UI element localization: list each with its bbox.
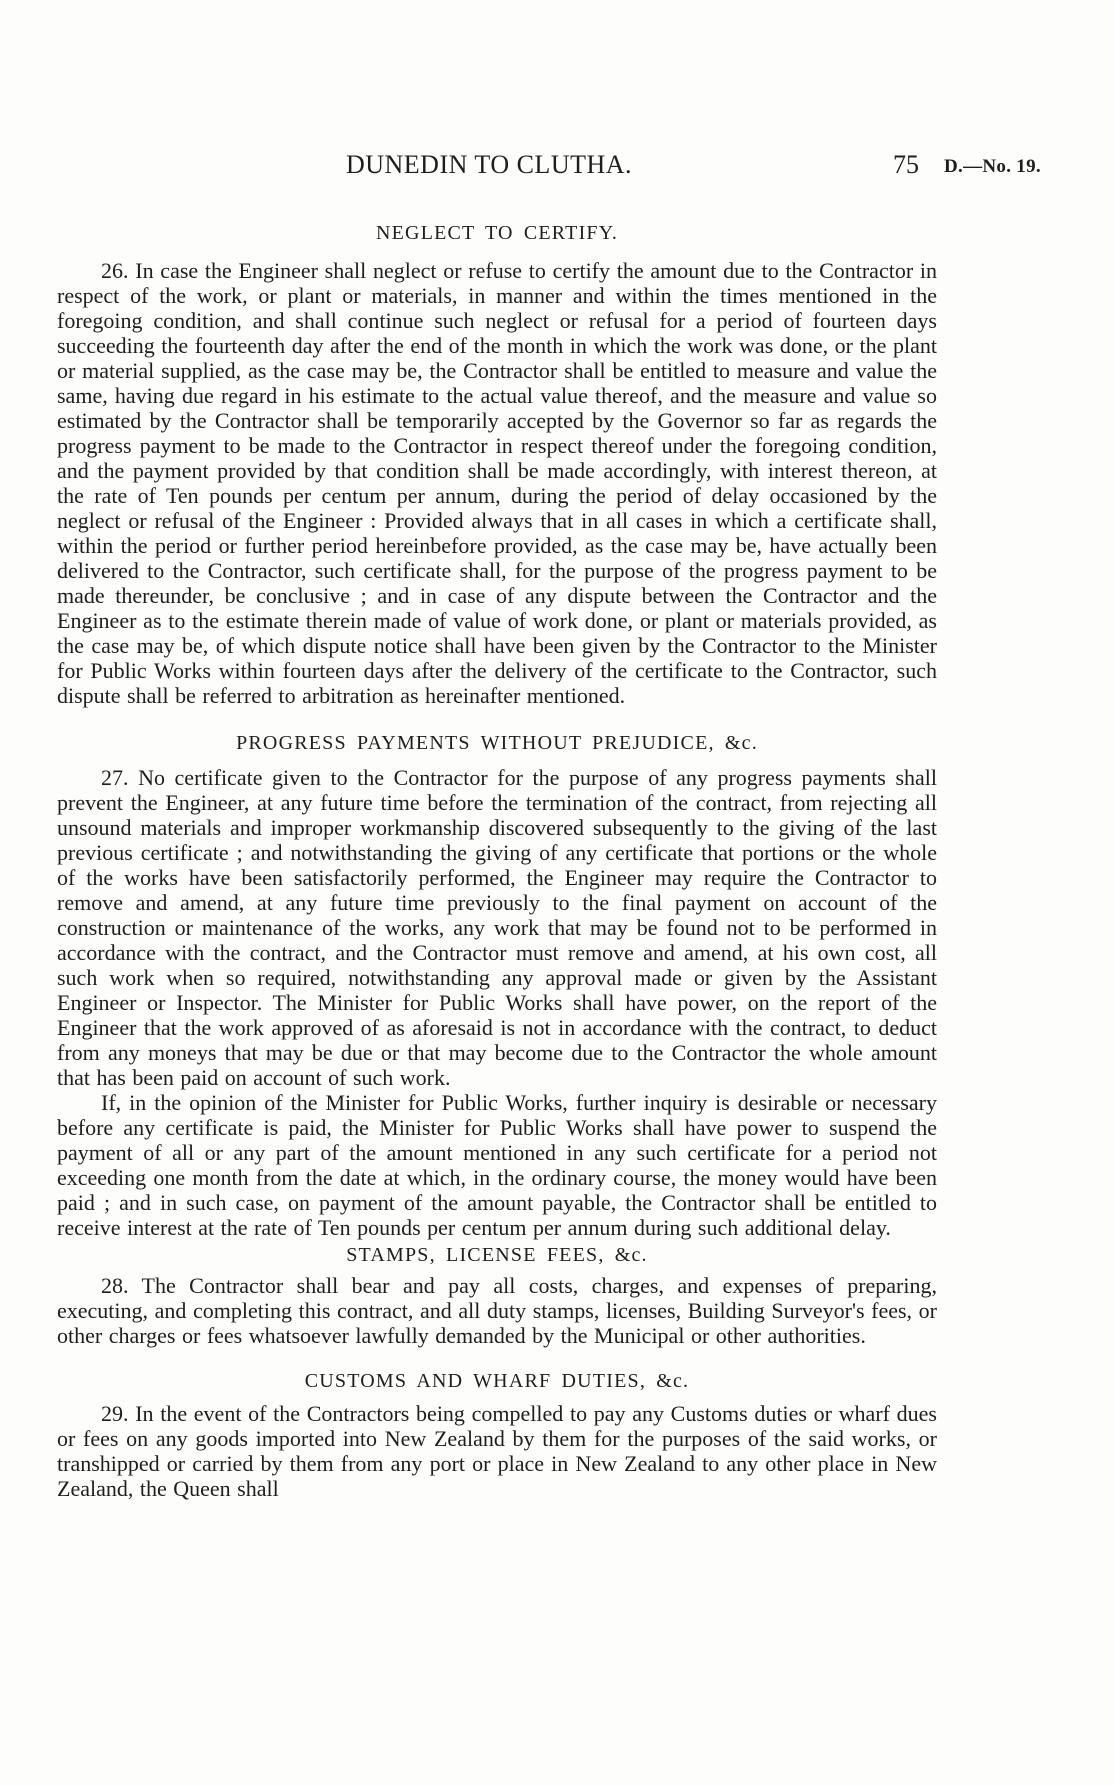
- clause-27-subparagraph: If, in the opinion of the Minister for Public Works, further inquiry is desirable or necessary before any certificate is paid, the Minister for Public Works shall have power to suspend the payment of all or any part of the amount mentioned in any such certificate for a period not exceeding one month from the date at which, in the ordinary course, the money would have been paid ; and in such case, on payment of the amount payable, the Contractor shall be entitled to receive interest at the rate of Ten pounds per centum per annum during such additional delay.: [57, 1090, 937, 1240]
- section-heading-stamps-license-fees: STAMPS, LICENSE FEES, &c.: [346, 1244, 648, 1266]
- section-neglect-to-certify: [57, 222, 937, 708]
- clause-27-paragraph: 27. No certificate given to the Contractor for the purpose of any progress payments shall prevent the Engineer, at any future time before the termination of the contract, from rejecting all unsound materials and improper workmanship discovered subsequently to the giving of the last previous certificate ; and notwithstanding the giving of any certificate that portions or the whole of the works have been satisfactorily performed, the Engineer may require the Contractor to remove and amend, at any future time previously to the final payment on account of the construction or maintenance of the works, any work that may be found not to be performed in accordance with the contract, and the Contractor must remove and amend, at his own cost, all such work when so required, notwithstanding any approval made or given by the Assistant Engineer or Inspector. The Minister for Public Works shall have power, on the report of the Engineer that the work approved of as aforesaid is not in accordance with the contract, to deduct from any moneys that may be due or that may become due to the Contractor the whole amount that has been paid on account of such work.: [57, 765, 937, 1090]
- clause-26-paragraph: 26. In case the Engineer shall neglect or refuse to certify the amount due to the Contractor in respect of the work, or plant or materials, in manner and within the times mentioned in the foregoing condition, and shall continue such neglect or refusal for a period of fourteen days succeeding the fourteenth day after the end of the month in which the work was done, or the plant or material supplied, as the case may be, the Contractor shall be entitled to measure and value the same, having due regard in his estimate to the actual value thereof, and the measure and value so estimated by the Contractor shall be temporarily accepted by the Governor so far as regards the progress payment to be made to the Contractor in respect thereof under the foregoing condition, and the payment provided by that condition shall be made accordingly, with interest thereon, at the rate of Ten pounds per centum per annum, during the period of delay occasioned by the neglect or refusal of the Engineer : Provided always that in all cases in which a certificate shall, within the period or further period hereinbefore provided, as the case may be, have actually been delivered to the Contractor, such certificate shall, for the purpose of the progress payment to be made thereunder, be conclusive ; and in case of any dispute between the Contractor and the Engineer as to the estimate therein made of value of work done, or plant or materials provided, as the case may be, of which dispute notice shall have been given by the Contractor to the Minister for Public Works within fourteen days after the delivery of the certificate to the Contractor, such dispute shall be referred to arbitration as hereinafter mentioned.: [57, 258, 937, 708]
- text-block: [57, 222, 937, 1501]
- running-title: DUNEDIN TO CLUTHA.: [345, 150, 633, 179]
- section-progress-payments: [57, 732, 937, 1240]
- series-number: D.—No. 19.: [944, 156, 1041, 177]
- section-customs-wharf-duties: [57, 1370, 937, 1501]
- clause-29-paragraph: 29. In the event of the Contractors being compelled to pay any Customs duties or wharf dues or fees on any goods imported into New Zealand by them for the purposes of the said works, or transhipped or carried by them from any port or place in New Zealand to any other place in New Zealand, the Queen shall: [57, 1401, 937, 1501]
- section-heading-neglect-to-certify: NEGLECT TO CERTIFY.: [375, 222, 619, 244]
- section-stamps-license-fees: [57, 1244, 937, 1348]
- section-heading-customs-wharf-duties: CUSTOMS AND WHARF DUTIES, &c.: [304, 1370, 690, 1392]
- page-number: 75: [893, 150, 919, 179]
- section-heading-progress-payments: PROGRESS PAYMENTS WITHOUT PREJUDICE, &c.: [236, 732, 758, 754]
- clause-28-paragraph: 28. The Contractor shall bear and pay all costs, charges, and expenses of preparing, executing, and completing this contract, and all duty stamps, licenses, Building Surveyor's fees, or other charges or fees whatsoever lawfully demanded by the Municipal or other authorities.: [57, 1273, 937, 1348]
